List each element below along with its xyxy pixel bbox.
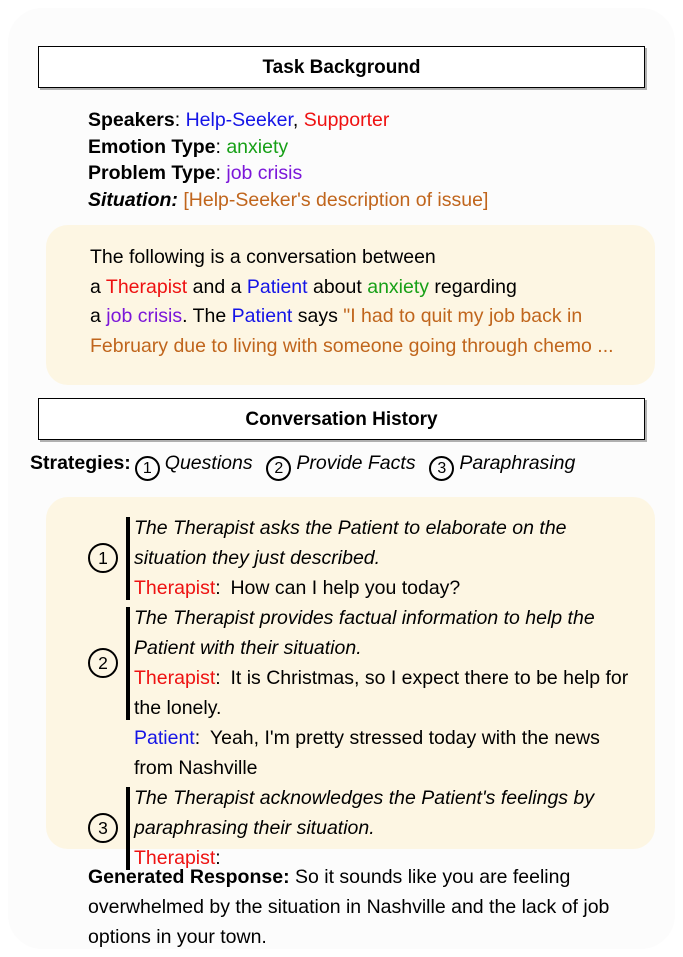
prompt-role-patient-2: Patient <box>231 305 293 327</box>
turn-strategy-rule <box>126 787 130 870</box>
prompt-seg-1: The following is a conversation between <box>90 246 436 268</box>
metadata-row-problem <box>88 160 658 187</box>
emotion-type-label: Emotion Type <box>88 135 216 158</box>
turn-strategy-description: The Therapist asks the Patient to elaborate on the situation they just described. <box>134 517 567 569</box>
prompt-seg-6: a <box>90 305 107 327</box>
speakers-label: Speakers <box>88 109 175 131</box>
utterance-text: : It is Christmas, so I expect there to be help for the lonely. <box>134 667 629 719</box>
turn-number-2: 2 <box>88 648 118 678</box>
utterance-speaker: Therapist <box>134 667 216 689</box>
prompt-panel <box>46 225 655 385</box>
turn-strategy-rule <box>126 517 130 600</box>
problem-type-value: job crisis <box>226 162 303 184</box>
prompt-quote: "I had to quit my job back in February due to living with someone going through chemo ... <box>90 305 614 357</box>
strategies-label: Strategies <box>30 452 125 474</box>
prompt-seg-7: . The <box>182 305 232 327</box>
utterance-line <box>134 663 640 723</box>
speaker-separator: , <box>292 109 304 131</box>
strategy-name-1: Questions <box>164 452 253 474</box>
speakers-colon: : <box>174 109 181 131</box>
strategies-legend <box>30 452 670 481</box>
turn-strategy-description: The Therapist acknowledges the Patient's feelings by paraphrasing their situation. <box>134 787 595 839</box>
strategies-colon: : <box>124 452 131 474</box>
speaker-help-seeker-value: Help-Seeker <box>185 109 293 131</box>
utterance-text: : How can I help you today? <box>215 577 461 599</box>
prompt-seg-3: and a <box>187 275 247 298</box>
prompt-seg-5: regarding <box>429 275 517 298</box>
prompt-seg-8: says <box>292 305 344 327</box>
generated-response-text: So it sounds like you are feeling overwhelmed by the situation in Nashville and the lack of job options in your town. <box>88 866 610 948</box>
strategy-number-3: 3 <box>429 456 454 481</box>
turn-strategy-rule <box>126 607 130 720</box>
prompt-role-therapist: Therapist <box>105 275 188 298</box>
problem-colon: : <box>215 162 221 184</box>
conversation-panel <box>46 497 655 869</box>
utterance-speaker: Therapist <box>134 577 216 599</box>
prompt-emotion: anxiety <box>367 275 430 298</box>
conversation-history-header: Conversation History <box>38 398 645 440</box>
speaker-supporter-value: Supporter <box>303 109 390 131</box>
task-metadata <box>88 107 658 213</box>
turn-number-1: 1 <box>88 543 118 573</box>
situation-colon: : <box>171 188 178 211</box>
turn-number-3: 3 <box>88 813 118 843</box>
prompt-seg-4: about <box>307 275 368 298</box>
emotion-colon: : <box>215 135 221 158</box>
prompt-seg-2: a <box>90 275 106 298</box>
turn-strategy-description: The Therapist provides factual information to help the Patient with their situation. <box>134 607 595 659</box>
utterance-speaker: Therapist <box>134 847 216 869</box>
emotion-type-value: anxiety <box>226 135 289 158</box>
metadata-row-emotion <box>88 134 658 161</box>
utterance-text: : <box>215 847 221 869</box>
metadata-row-situation <box>88 187 658 214</box>
generated-response-label: Generated Response: <box>88 866 290 888</box>
generated-response <box>88 862 628 952</box>
problem-type-label: Problem Type <box>88 162 216 184</box>
strategy-number-2: 2 <box>266 456 291 481</box>
strategy-number-1: 1 <box>135 456 160 481</box>
situation-value: [Help-Seeker's description of issue] <box>183 188 489 211</box>
strategy-name-3: Paraphrasing <box>459 452 576 474</box>
prompt-problem: job crisis <box>106 305 183 327</box>
prompt-role-patient: Patient <box>246 275 308 298</box>
utterance-line <box>134 723 640 783</box>
strategies-items <box>131 452 585 477</box>
task-background-header: Task Background <box>38 46 645 88</box>
utterance-text: : Yeah, I'm pretty stressed today with the news from Nashville <box>134 727 600 779</box>
utterance-line <box>134 573 640 603</box>
prompt-text <box>90 243 650 361</box>
metadata-row-speakers <box>88 107 658 134</box>
situation-label: Situation <box>88 188 172 211</box>
utterance-speaker: Patient <box>134 727 195 749</box>
strategy-name-2: Provide Facts <box>296 452 416 474</box>
